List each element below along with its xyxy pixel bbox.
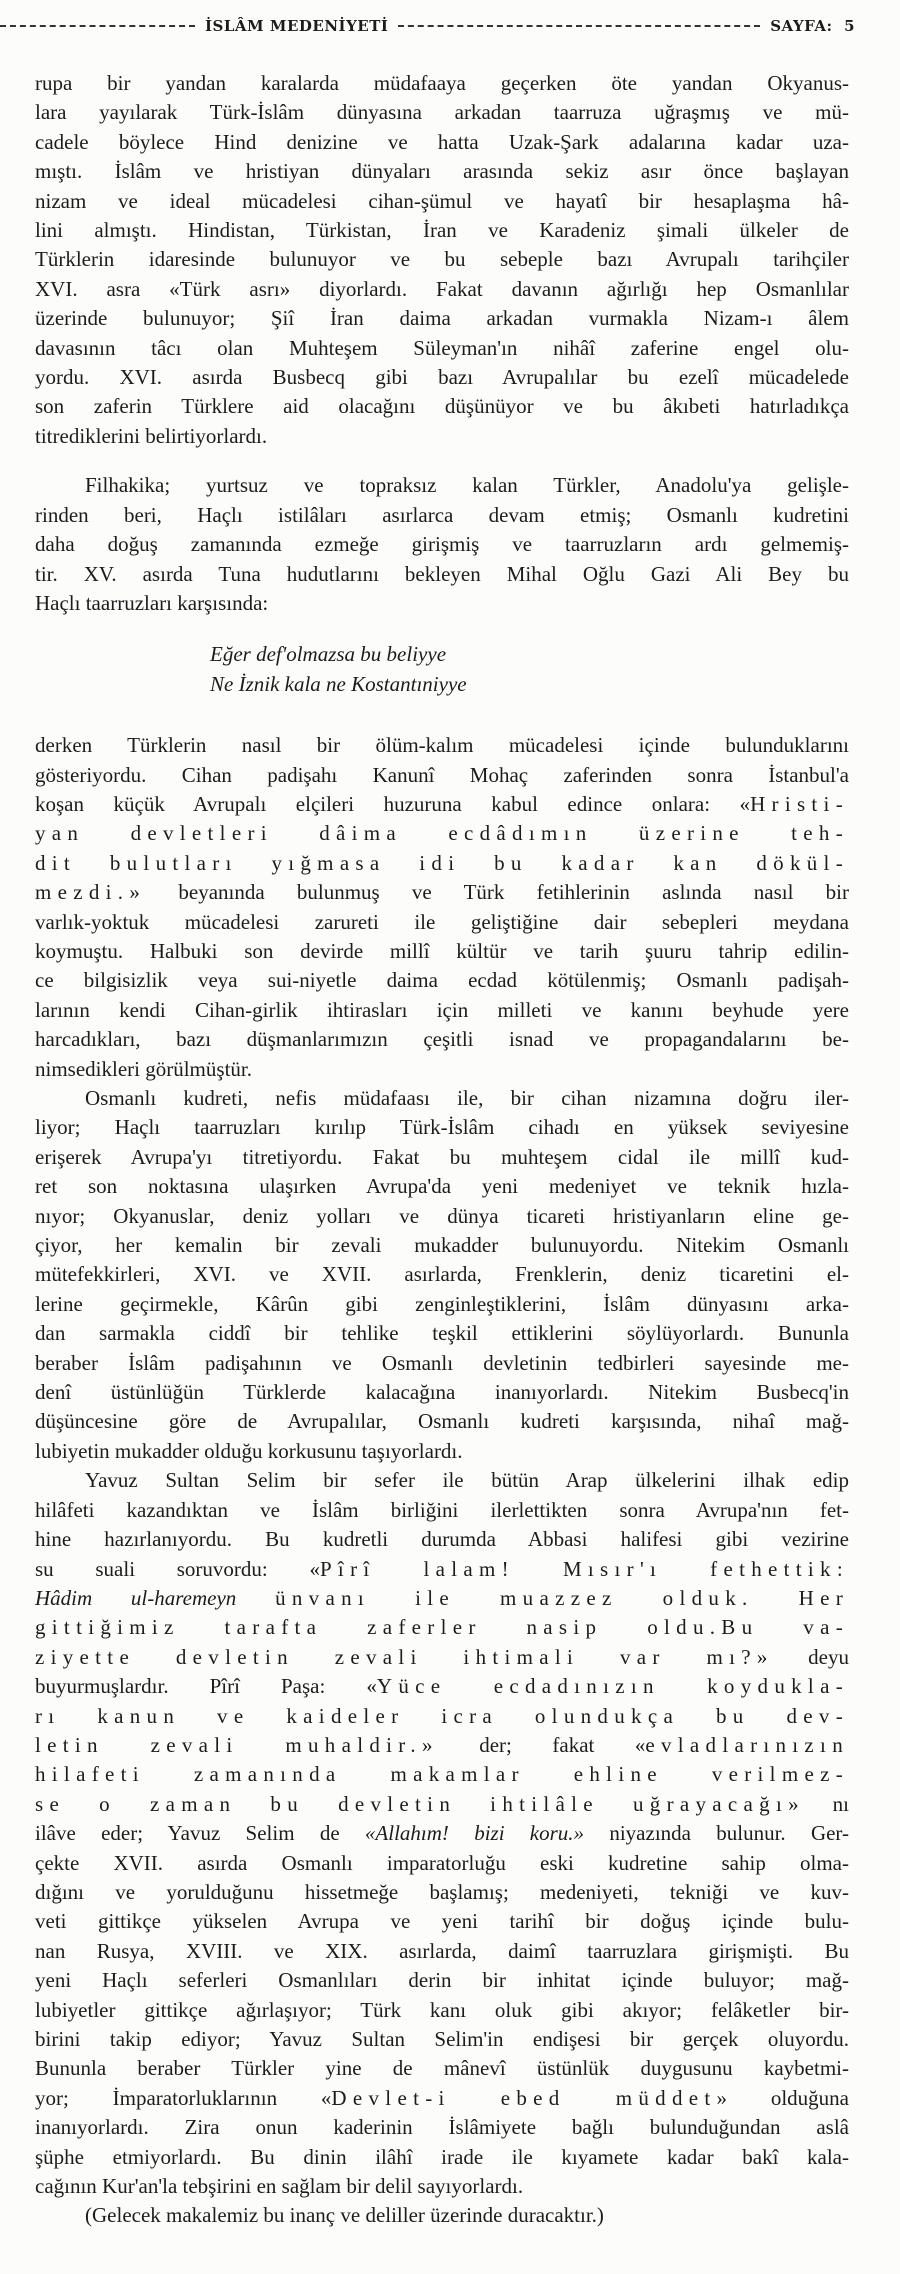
text-segment: yor; İmparatorluklarının « — [35, 2085, 332, 2110]
text-line: lerine geçirmekle, Kârûn gibi zenginleştiklerini, İslâm dünyasını arka- — [35, 1291, 849, 1316]
text-line: mütefekkirleri, XVI. ve XVII. asırlarda, Frenklerin, deniz ticaretini el- — [35, 1262, 849, 1287]
text-line: ce bilgisizlik veya sui-niyetle daima ecdad kötülenmiş; Osmanlı padişah- — [35, 968, 849, 993]
emphasized-spaced-text: Pîrî lalam! Mısır'ı fethettik: — [319, 1556, 849, 1581]
text-line: rupa bir yandan karalarda müdafaaya geçerken öte yandan Okyanus- — [35, 71, 849, 95]
emphasized-spaced-text: Yüce ecdadınızın koydukla- — [376, 1674, 849, 1699]
italic-text: «Allahım! bizi koru.» — [364, 1821, 585, 1846]
text-line: daha doğuş zamanında ezmeğe girişmiş ve taarruzların ardı gelmemiş- — [35, 532, 849, 557]
emphasized-spaced-text: yan devletleri dâima ecdâdımın üzerine teh- — [35, 821, 849, 846]
text-line: larının kendi Cihan-girlik ihtirasları için milleti ve kanını beyhude yere — [35, 997, 849, 1022]
text-line: birini takip ediyor; Yavuz Sultan Selim'in endişesi bir gerçek oluyordu. — [35, 2027, 849, 2051]
text-line: hine hazırlanıyordu. Bu kudretli durumda Abbasi halifesi gibi vezirine — [35, 1527, 849, 1552]
emphasized-spaced-text: letin zevali muhaldir.» — [35, 1732, 439, 1757]
paragraph — [35, 69, 849, 451]
text-line: (Gelecek makalemiz bu inanç ve deliller üzerinde duracaktır.) — [85, 2203, 604, 2228]
text-line: Yavuz Sultan Selim bir sefer ile bütün Arap ülkelerini ilhak edip — [85, 1468, 849, 1493]
text-line: Osmanlı kudreti, nefis müdafaası ile, bir cihan nizamına doğru iler- — [85, 1086, 849, 1110]
text-line: varlık-yoktuk mücadelesi zarureti ile geliştiğine dair sebepleri meydana — [35, 909, 849, 934]
text-line — [35, 1731, 849, 1760]
emphasized-spaced-text: ünvanı ile muazzez olduk. Her — [275, 1585, 849, 1610]
text-segment: buyurmuşlardır. Pîrî Paşa: « — [35, 1674, 377, 1699]
text-line — [35, 1790, 849, 1819]
verse-quote — [210, 640, 849, 699]
emphasized-spaced-text: dit bulutları yığmasa idi bu kadar kan dökül- — [35, 850, 849, 875]
emphasized-spaced-text: evladlarınızın — [645, 1732, 849, 1757]
page-label: SAYFA: — [770, 17, 833, 35]
paragraph — [35, 731, 849, 1084]
emphasized-spaced-text: Devlet-i ebed müddet — [331, 2085, 717, 2110]
emphasized-spaced-text: mezdi.» — [35, 880, 147, 905]
text-line: şüphe etmiyorlardı. Bu dinin ilâhî irade ile kıyamete kadar bakî kala- — [35, 2144, 849, 2169]
text-line: lubiyetin mukadder olduğu korkusunu taşıyorlardı. — [35, 1438, 463, 1463]
text-line — [35, 1584, 849, 1613]
text-line: lara yayılarak Türk-İslâm dünyasına arkadan taarruza uğraşmış ve mü- — [35, 100, 849, 125]
text-segment: der; fakat « — [438, 1732, 646, 1757]
emphasized-spaced-text: Hristi- — [750, 791, 849, 816]
text-line: rinden beri, Haçlı istilâları asırlarca devam etmiş; Osmanlı kudretini — [35, 502, 849, 527]
text-line: gösteriyordu. Cihan padişahı Kanunî Mohaç zaferinden sonra İstanbul'a — [35, 762, 849, 787]
text-line: düşüncesine göre de Avrupalılar, Osmanlı kudreti karşısında, nihaî mağ- — [35, 1409, 849, 1434]
text-line: liyor; Haçlı taarruzları kırılıp Türk-İslâm cihadı en yüksek seviyesine — [35, 1115, 849, 1140]
text-line — [35, 2084, 849, 2113]
verse-line: Eğer def'olmazsa bu beliyye — [210, 642, 447, 667]
text-segment: koşan küçük Avrupalı elçileri huzuruna kabul edince onlara: « — [35, 791, 751, 816]
text-line: Türklerin idaresinde bulunuyor ve bu sebeple bazı Avrupalı tarihçiler — [35, 247, 849, 272]
text-segment: beyanında bulunmuş ve Türk fetihlerinin aslında nasıl bir — [146, 880, 849, 905]
text-segment: ilâve eder; Yavuz Selim de — [35, 1821, 365, 1846]
text-line: lini almıştı. Hindistan, Türkistan, İran ve Karadeniz şimali ülkeler de — [35, 218, 849, 243]
closing-note — [35, 2201, 849, 2230]
text-segment: deyu — [773, 1644, 849, 1669]
emphasized-spaced-text: hilafeti zamanında makamlar ehline verilmez- — [35, 1762, 849, 1787]
text-line: nizam ve ideal mücadelesi cihan-şümul ve hayatî bir hesaplaşma hâ- — [35, 188, 849, 213]
header-rule-right — [398, 25, 760, 27]
paragraph — [35, 1084, 849, 1466]
text-line: yordu. XVI. asırda Busbecq gibi bazı Avrupalılar bu ezelî mücadelede — [35, 365, 849, 390]
text-line: son zaferin Türklere aid olacağını düşünüyor ve bu âkıbeti hatırladıkça — [35, 394, 849, 419]
text-line: çekte XVII. asırda Osmanlı imparatorluğu eski kudretine sahip olma- — [35, 1850, 849, 1875]
text-line: nimsedikleri görülmüştür. — [35, 1056, 252, 1081]
text-line: lubiyetler gittikçe ağırlaşıyor; Türk kanı oluk gibi akıyor; felâketler bir- — [35, 1997, 849, 2022]
text-line: Filhakika; yurtsuz ve topraksız kalan Türkler, Anadolu'ya gelişle- — [85, 473, 849, 498]
article-body — [35, 69, 849, 2231]
emphasized-spaced-text: ziyette devletin zevali ihtimali var mı?» — [35, 1644, 774, 1669]
text-line — [35, 1555, 849, 1584]
text-line — [35, 1672, 849, 1701]
italic-text: Hâdim ul-haremeyn — [35, 1585, 276, 1610]
emphasized-spaced-text: gittiğimiz tarafta zaferler nasip oldu.Bu va- — [35, 1615, 849, 1640]
text-line: derken Türklerin nasıl bir ölüm-kalım mücadelesi içinde bulunduklarını — [35, 733, 849, 758]
text-line: yeni Haçlı seferleri Osmanlıları derin bir inhitat içinde buluyor; mağ- — [35, 1968, 849, 1993]
text-line: Bununla beraber Türkler yine de mânevî üstünlük duygusunu kaybetmi- — [35, 2056, 849, 2081]
text-line — [35, 1643, 849, 1672]
text-line: veti gittikçe yükselen Avrupa ve yeni tarihî bir doğuş içinde bulu- — [35, 1909, 849, 1934]
text-line: titrediklerini belirtiyorlardı. — [35, 423, 268, 448]
text-line — [35, 1760, 849, 1789]
text-line: ret son noktasına ulaşırken Avrupa'da yeni medeniyet ve teknik hızla- — [35, 1174, 849, 1199]
text-line: davasının tâcı olan Muhteşem Süleyman'ın nihâî zaferine engel olu- — [35, 335, 849, 360]
text-segment: nı — [804, 1791, 849, 1816]
text-line — [35, 849, 849, 878]
text-line: cağının Kur'an'la tebşirini en sağlam bir delil sayıyorlardı. — [35, 2174, 524, 2199]
text-line: nan Rusya, XVIII. ve XIX. asırlarda, daimî taarruzlara girişmişti. Bu — [35, 1938, 849, 1963]
page-number: 5 — [844, 17, 855, 35]
verse-line: Ne İznik kala ne Kostantıniyye — [210, 671, 467, 696]
emphasized-spaced-text: se o zaman bu devletin ihtilâle uğrayacağı» — [35, 1791, 805, 1816]
text-line: hilâfeti kazandıktan ve İslâm birliğini ilerlettikten sonra Avrupa'nın fet- — [35, 1497, 849, 1522]
text-line: harcadıkları, bazı düşmanlarımızın çeşitli isnad ve propagandalarını be- — [35, 1027, 849, 1052]
text-segment: » olduğuna — [716, 2085, 849, 2110]
text-segment: su suali soruvordu: « — [35, 1556, 320, 1581]
text-line: Haçlı taarruzları karşısında: — [35, 590, 269, 615]
text-line — [35, 819, 849, 848]
header-rule-left — [0, 25, 195, 27]
text-line: denî üstünlüğün Türklerde kalacağına inanıyorlardı. Nitekim Busbecq'in — [35, 1380, 849, 1405]
text-line — [35, 1702, 849, 1731]
text-line: dığını ve yorulduğunu hissetmeğe başlamış; medeniyeti, tekniği ve kuv- — [35, 1879, 849, 1904]
text-line: XVI. asra «Türk asrı» diyorlardı. Fakat davanın ağırlığı hep Osmanlılar — [35, 276, 849, 301]
text-line: cadele böylece Hind denizine ve hatta Uzak-Şark adalarına kadar uza- — [35, 129, 849, 154]
text-line: dan sarmakla ciddî bir tehlike teşkil ettiklerini söylüyorlardı. Bununla — [35, 1321, 849, 1346]
text-line: çiyor, her kemalin bir zevali mukadder bulunuyordu. Nitekim Osmanlı — [35, 1233, 849, 1258]
text-line: mıştı. İslâm ve hristiyan dünyaları arasında sekiz asır önce başlayan — [35, 159, 849, 184]
text-line: nıyor; Okyanuslar, deniz yolları ve dünya ticareti hristiyanların eline ge- — [35, 1203, 849, 1228]
text-line — [35, 790, 849, 819]
text-line — [35, 878, 849, 907]
running-header — [0, 12, 855, 40]
text-line: üzerinde bulunuyor; Şiî İran daima arkadan vurmakla Nizam-ı âlem — [35, 306, 849, 331]
text-line: erişerek Avrupa'yı titretiyordu. Fakat bu muhteşem cidal ile millî kud- — [35, 1144, 849, 1169]
emphasized-spaced-text: rı kanun ve kaideler icra olundukça bu dev- — [35, 1703, 849, 1728]
text-line: inanıyorlardı. Zira onun kaderinin İslâmiyete bağlı bulunduğundan aslâ — [35, 2115, 849, 2140]
text-line: tir. XV. asırda Tuna hudutlarını bekleyen Mihal Oğlu Gazi Ali Bey bu — [35, 561, 849, 586]
text-line — [35, 1613, 849, 1642]
paragraph — [35, 1466, 849, 2201]
text-line: koymuştu. Halbuki son devirde millî kültür ve tarih şuuru tahrip edilin- — [35, 938, 849, 963]
journal-title: İSLÂM MEDENİYETİ — [205, 17, 389, 35]
text-segment: niyazında bulunur. Ger- — [584, 1821, 849, 1846]
text-line — [35, 1819, 849, 1848]
paragraph — [35, 471, 849, 618]
text-line: beraber İslâm padişahının ve Osmanlı devletinin tedbirleri sayesinde me- — [35, 1350, 849, 1375]
